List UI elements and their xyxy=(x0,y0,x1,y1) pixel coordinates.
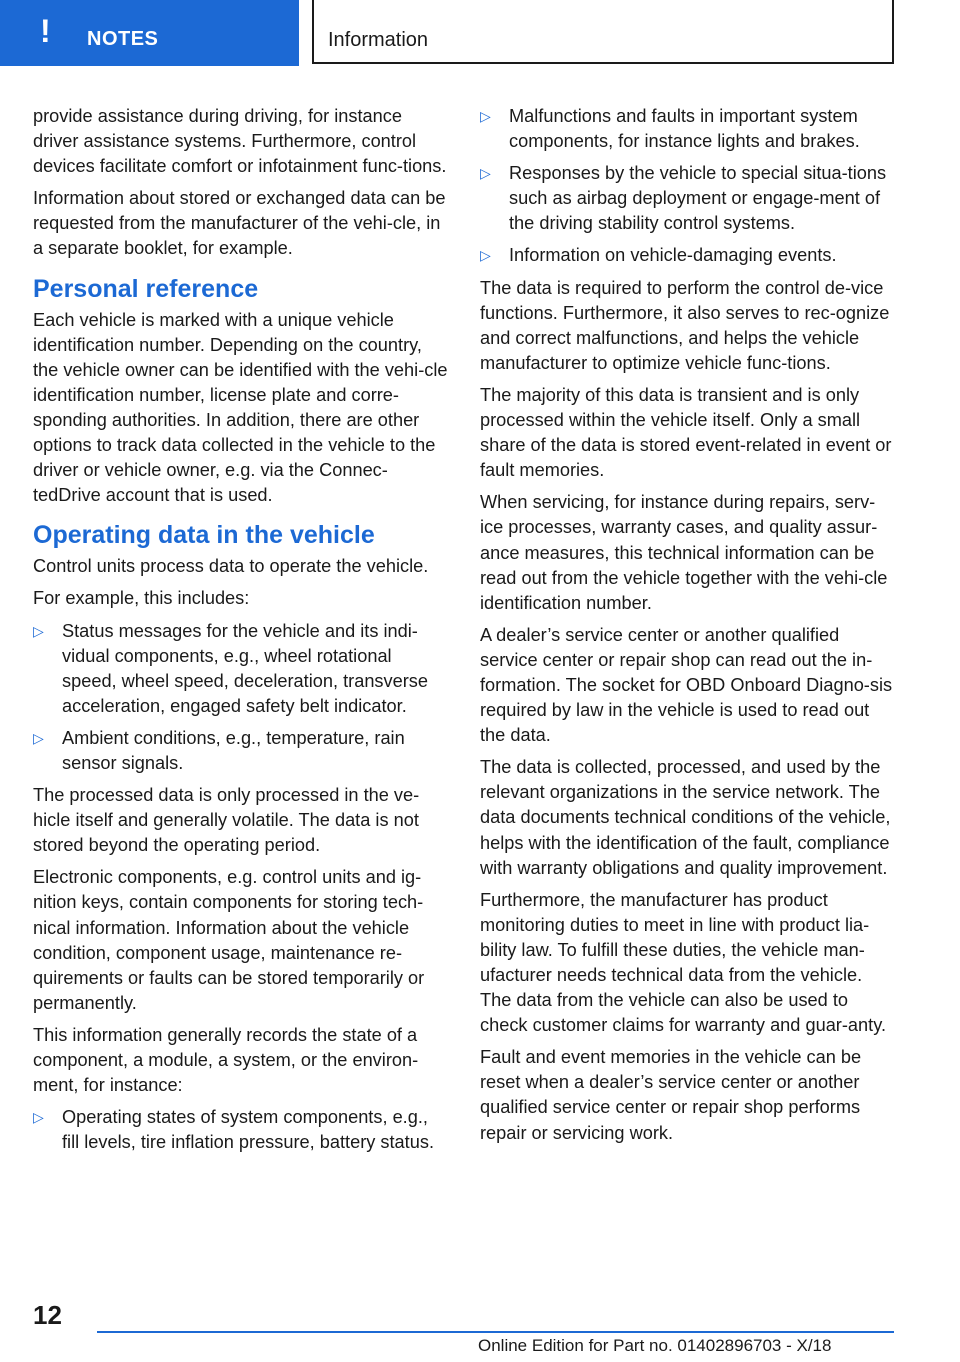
paragraph: Control units process data to operate the vehicle. xyxy=(33,556,429,577)
heading-operating-data: Operating data in the vehicle xyxy=(33,521,375,550)
left-column xyxy=(33,104,448,1162)
list-item-text: Ambient conditions, e.g., temperature, rain sensor signals. xyxy=(62,727,405,773)
triangle-bullet-icon: ▷ xyxy=(33,729,44,746)
paragraph: Fault and event memories in the vehicle can be reset when a dealer’s service center or another qualified service center or repair shop performs repair or servicing work. xyxy=(480,1047,862,1143)
paragraph: Furthermore, the manufacturer has product monitoring duties to meet in line with product lia-bility law. To fulfill these duties, the vehicle man-ufacturer needs technical data from the vehicle. The data from the vehicle can also be used to check customer claims for warranty and guar-anty. xyxy=(480,889,887,1036)
triangle-bullet-icon: ▷ xyxy=(33,622,44,639)
triangle-bullet-icon: ▷ xyxy=(33,1109,44,1126)
paragraph: This information generally records the state of a component, a module, a system, or the environ-ment, for instance: xyxy=(33,1024,419,1096)
bullet-list xyxy=(33,619,448,777)
bullet-list xyxy=(33,1105,448,1155)
paragraph: The data is collected, processed, and used by the relevant organizations in the service network. The data documents technical conditions of the vehicle, helps with the identification of the fault, compliance with warranty obligations and quality improvement. xyxy=(480,757,891,878)
paragraph: Electronic components, e.g. control units and ig-nition keys, contain components for storing tech-nical information. Information about the vehicle condition, component usage, maintenance re-quirements or faults can be stored temporarily or permanently. xyxy=(33,867,425,1013)
edition-text: Online Edition for Part no. 01402896703 - X/18 xyxy=(478,1336,832,1355)
list-item-text: Malfunctions and faults in important system components, for instance lights and brakes. xyxy=(509,106,860,152)
paragraph: For example, this includes: xyxy=(33,588,250,609)
section-header xyxy=(312,0,894,64)
page-header xyxy=(0,0,960,66)
list-item xyxy=(480,104,895,154)
section-title: Information xyxy=(328,29,429,51)
paragraph: Information about stored or exchanged data can be requested from the manufacturer of the vehi-cle, in a separate booklet, for example. xyxy=(33,188,446,259)
footer-divider xyxy=(97,1331,894,1333)
paragraph: Each vehicle is marked with a unique vehicle identification number. Depending on the country, the vehicle owner can be identified with the vehi-cle identification number, license plate and corre-sponding authorities. In addition, there are other options to track data collected in the vehicle to the driver or vehicle owner, e.g. via the Connec-tedDrive account that is used. xyxy=(33,309,448,506)
list-item xyxy=(33,1105,448,1155)
paragraph: A dealer’s service center or another qualified service center or repair shop can read out the in-formation. The socket for OBD Onboard Diagno-sis required by law in the vehicle is used to read out the data. xyxy=(480,624,893,746)
paragraph: The data is required to perform the control de-vice functions. Furthermore, it also serves to rec-ognize and correct malfunctions, and helps the vehicle manufacturer to optimize vehicle func-tions. xyxy=(480,277,890,373)
paragraph: provide assistance during driving, for instance driver assistance systems. Furthermore, control devices facilitate comfort or infotainment func-tions. xyxy=(33,106,447,177)
paragraph: When servicing, for instance during repairs, serv-ice processes, warranty cases, and quality assur-ance measures, this technical information can be read out from the vehicle together with the vehi-cle identification number. xyxy=(480,492,888,613)
section-tab xyxy=(0,0,299,66)
list-item xyxy=(33,619,448,719)
paragraph: The processed data is only processed in the ve-hicle itself and generally volatile. The data is not stored beyond the operating period. xyxy=(33,785,420,856)
triangle-bullet-icon: ▷ xyxy=(480,108,491,124)
page-number: 12 xyxy=(33,1300,62,1330)
list-item-text: Operating states of system components, e.g., fill levels, tire inflation pressure, battery status. xyxy=(62,1107,434,1153)
tab-label: NOTES xyxy=(87,28,159,50)
alert-icon: ! xyxy=(40,13,51,49)
list-item xyxy=(33,726,448,776)
heading-personal-reference: Personal reference xyxy=(33,274,259,303)
triangle-bullet-icon: ▷ xyxy=(480,247,491,264)
right-column xyxy=(480,104,895,1153)
list-item-text: Status messages for the vehicle and its indi-vidual components, e.g., wheel rotational speed, wheel speed, deceleration, transverse acceleration, engaged safety belt indicator. xyxy=(62,620,428,716)
bullet-list xyxy=(480,104,895,269)
paragraph: The majority of this data is transient and is only processed within the vehicle itself. Only a small share of the data is stored event-related in event or fault memories. xyxy=(480,384,892,481)
list-item-text: Information on vehicle-damaging events. xyxy=(509,245,837,266)
list-item xyxy=(480,243,895,268)
triangle-bullet-icon: ▷ xyxy=(480,165,491,182)
list-item xyxy=(480,161,895,236)
list-item-text: Responses by the vehicle to special situa-tions such as airbag deployment or engage-ment of the driving stability control systems. xyxy=(509,163,887,234)
